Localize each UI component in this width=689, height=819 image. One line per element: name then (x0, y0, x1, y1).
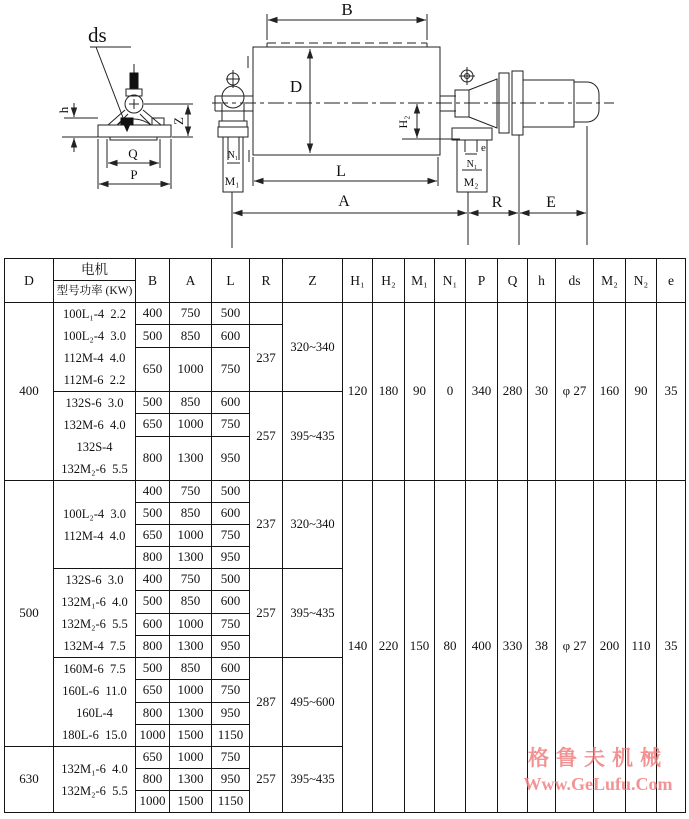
cell-a: 1300 (170, 702, 212, 724)
cell-q: 330 (498, 481, 528, 813)
motor-model: 132M-4 7.5 (63, 639, 126, 653)
motor-model: 160L-6 11.0 (62, 684, 127, 698)
cell-l: 950 (212, 769, 250, 791)
cell-b: 800 (136, 635, 170, 657)
cell-r: 237 (250, 481, 283, 569)
cell-l: 600 (212, 325, 250, 348)
cell-a: 850 (170, 591, 212, 613)
label-q: Q (128, 146, 138, 161)
cell-n2: 90 (626, 303, 657, 481)
col-header-ds: ds (556, 259, 594, 303)
cell-a: 1000 (170, 348, 212, 392)
cell-b: 1000 (136, 791, 170, 813)
cell-b: 800 (136, 436, 170, 481)
cell-motor-group-500c (54, 658, 136, 747)
cell-motor-group-630 (54, 747, 136, 813)
col-header-n1: N₁ (435, 259, 466, 303)
col-header-q: Q (498, 259, 528, 303)
cell-n2: 110 (626, 481, 657, 813)
cell-b: 500 (136, 392, 170, 414)
cell-a: 1300 (170, 769, 212, 791)
col-header-m2: M₂ (594, 259, 626, 303)
cell-l: 950 (212, 635, 250, 657)
motor-model: 100L₂-4 3.0 (62, 329, 127, 343)
cell-l: 750 (212, 348, 250, 392)
label-l: L (336, 163, 346, 180)
motor-model: 132M₁-6 4.0 (61, 761, 128, 776)
cell-a: 1300 (170, 436, 212, 481)
cell-l: 600 (212, 658, 250, 680)
cell-b: 400 (136, 303, 170, 325)
cell-a: 850 (170, 503, 212, 525)
cell-b: 650 (136, 414, 170, 436)
cell-m2: 200 (594, 481, 626, 813)
motor-model: 132M₁-6 4.0 (61, 595, 128, 609)
cell-l: 500 (212, 481, 250, 503)
cell-l: 600 (212, 392, 250, 414)
label-m2: M₂ (463, 175, 479, 189)
cell-b: 800 (136, 702, 170, 724)
side-view-dimensions (232, 14, 587, 248)
col-header-r: R (250, 259, 283, 303)
cell-q: 280 (498, 303, 528, 481)
label-m1: M₁ (224, 174, 240, 188)
motor-model: 112M-4 4.0 (63, 528, 126, 543)
motor-model: 132S-4 (76, 440, 113, 454)
cell-l: 750 (212, 414, 250, 436)
col-header-n2: N₂ (626, 259, 657, 303)
motor-model: 112M-6 2.2 (63, 373, 126, 387)
cell-z: 495~600 (283, 658, 343, 747)
cell-motor-group-500b (54, 569, 136, 658)
cell-b: 650 (136, 747, 170, 769)
cell-b: 500 (136, 591, 170, 613)
cell-n1: 0 (435, 303, 466, 481)
cell-b: 1000 (136, 724, 170, 746)
cell-l: 750 (212, 613, 250, 635)
cell-z: 395~435 (283, 392, 343, 481)
cell-b: 500 (136, 503, 170, 525)
cell-b: 650 (136, 680, 170, 702)
cell-a: 1000 (170, 747, 212, 769)
cell-h: 30 (528, 303, 556, 481)
cell-b: 500 (136, 658, 170, 680)
motor-model: 132S-6 3.0 (65, 396, 124, 410)
cell-a: 1000 (170, 613, 212, 635)
motor-model: 160M-6 7.5 (63, 662, 126, 676)
cell-h1: 140 (343, 481, 373, 813)
label-z: Z (171, 117, 186, 125)
cell-a: 1500 (170, 791, 212, 813)
label-p: P (130, 167, 138, 182)
cell-l: 950 (212, 547, 250, 569)
motor-model: 132M₂-6 5.5 (61, 462, 128, 476)
cell-r-blank (250, 303, 283, 325)
cell-h2: 220 (373, 481, 405, 813)
watermark-brand: 格鲁夫机械 (528, 746, 668, 770)
cell-d-400: 400 (5, 303, 54, 481)
label-h2: H₂ (396, 115, 410, 129)
cell-a: 1500 (170, 724, 212, 746)
col-header-h2: H₂ (373, 259, 405, 303)
cell-l: 500 (212, 569, 250, 591)
cell-a: 1000 (170, 525, 212, 547)
cell-motor-group-400a (54, 303, 136, 392)
spec-table (4, 258, 686, 813)
motor-model: 160L-4 (76, 706, 113, 720)
col-header-b: B (136, 259, 170, 303)
col-header-e: e (657, 259, 686, 303)
col-header-p: P (466, 259, 498, 303)
cell-ds: φ 27 (556, 303, 594, 481)
label-e-len: E (546, 194, 556, 211)
cell-motor-group-500a (54, 481, 136, 569)
cell-r: 237 (250, 325, 283, 392)
motor-model: 100L₂-4 3.0 (62, 506, 127, 521)
cell-b: 650 (136, 525, 170, 547)
cell-l: 500 (212, 303, 250, 325)
cell-b: 500 (136, 325, 170, 348)
col-header-h: h (528, 259, 556, 303)
cell-l: 750 (212, 747, 250, 769)
col-header-l: L (212, 259, 250, 303)
cell-b: 800 (136, 769, 170, 791)
cell-l: 1150 (212, 724, 250, 746)
cell-r: 287 (250, 658, 283, 747)
label-n1-left: N₁ (227, 150, 239, 161)
cell-a: 850 (170, 392, 212, 414)
cell-b: 400 (136, 569, 170, 591)
cell-p: 340 (466, 303, 498, 481)
cell-p: 400 (466, 481, 498, 813)
cell-b: 400 (136, 481, 170, 503)
motor-model: 112M-4 4.0 (63, 351, 126, 365)
cell-z: 320~340 (283, 303, 343, 392)
cell-z: 395~435 (283, 569, 343, 658)
motor-model: 100L₁-4 2.2 (62, 307, 127, 321)
motor-model: 180L-6 15.0 (62, 728, 127, 742)
cell-n1: 80 (435, 481, 466, 813)
cell-h1: 120 (343, 303, 373, 481)
cell-m1: 150 (405, 481, 435, 813)
cell-e: 35 (657, 481, 686, 813)
cell-a: 1000 (170, 414, 212, 436)
cell-a: 1000 (170, 680, 212, 702)
cell-a: 1300 (170, 547, 212, 569)
label-n1-right: N₁ (466, 159, 478, 170)
col-header-motor: 电机 (54, 259, 136, 281)
col-header-m1: M₁ (405, 259, 435, 303)
label-e-dim: e (481, 142, 486, 154)
cell-z: 320~340 (283, 481, 343, 569)
col-header-d: D (5, 259, 54, 303)
cell-motor-group-400b (54, 392, 136, 481)
motor-model: 132M₂-6 5.5 (61, 783, 128, 798)
cell-r: 257 (250, 747, 283, 813)
cell-h2: 180 (373, 303, 405, 481)
col-header-h1: H₁ (343, 259, 373, 303)
cell-a: 750 (170, 569, 212, 591)
cell-b: 800 (136, 547, 170, 569)
cell-m1: 90 (405, 303, 435, 481)
cell-a: 1300 (170, 635, 212, 657)
col-header-motor-sub: 型号功率 (KW) (54, 281, 136, 303)
cell-z: 395~435 (283, 747, 343, 813)
cell-e: 35 (657, 303, 686, 481)
cell-a: 850 (170, 325, 212, 348)
cell-l: 750 (212, 525, 250, 547)
label-a: A (338, 193, 350, 210)
cell-b: 650 (136, 348, 170, 392)
dimension-diagram (0, 0, 689, 256)
label-r: R (491, 194, 503, 211)
support-bracket-drawing (90, 47, 171, 140)
cell-l: 950 (212, 436, 250, 481)
motor-model: 132M-6 4.0 (63, 418, 126, 432)
motor-model: 132M₂-6 5.5 (61, 617, 128, 631)
cell-a: 750 (170, 303, 212, 325)
motor-model: 132S-6 3.0 (65, 573, 124, 587)
label-ds: ds (88, 23, 107, 47)
cell-d-500: 500 (5, 481, 54, 747)
label-h: h (56, 106, 71, 114)
drum-pulley-drawing (212, 43, 614, 192)
col-header-a: A (170, 259, 212, 303)
cell-l: 950 (212, 702, 250, 724)
cell-m2: 160 (594, 303, 626, 481)
cell-l: 750 (212, 680, 250, 702)
cell-l: 1150 (212, 791, 250, 813)
cell-l: 600 (212, 503, 250, 525)
cell-b: 600 (136, 613, 170, 635)
cell-ds: φ 27 (556, 481, 594, 813)
cell-a: 850 (170, 658, 212, 680)
cell-h: 38 (528, 481, 556, 813)
cell-r: 257 (250, 392, 283, 481)
watermark-url: Www.GeLufu.Com (523, 774, 673, 794)
cell-l: 600 (212, 591, 250, 613)
label-b: B (341, 0, 353, 19)
col-header-z: Z (283, 259, 343, 303)
cell-r: 257 (250, 569, 283, 658)
label-d: D (289, 77, 303, 96)
cell-d-630: 630 (5, 747, 54, 813)
cell-a: 750 (170, 481, 212, 503)
